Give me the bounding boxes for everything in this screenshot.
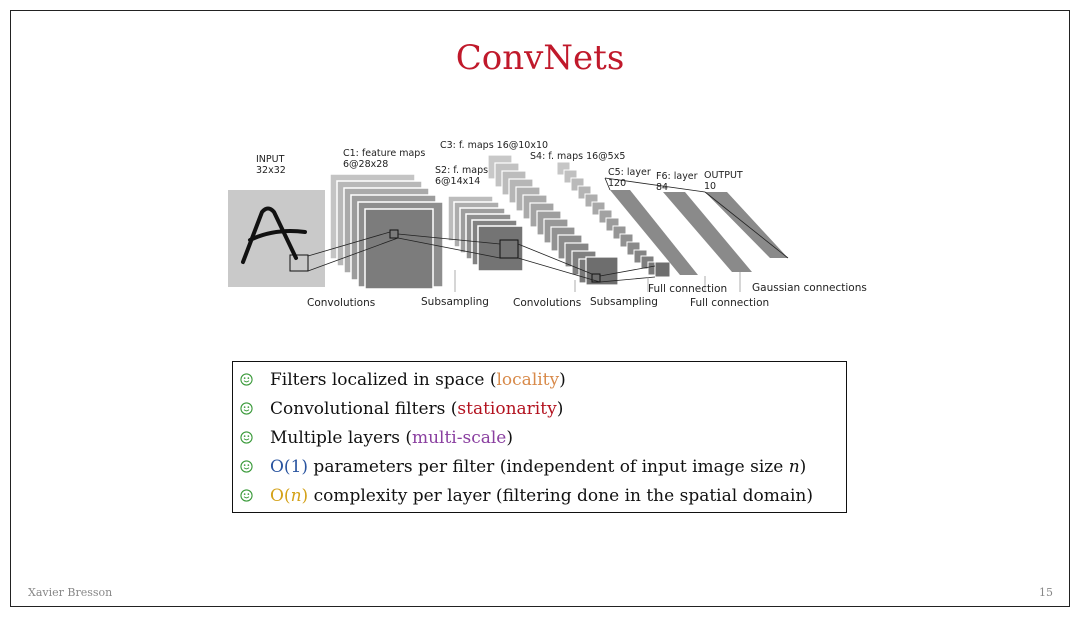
input-size-label: 32x32 xyxy=(256,165,286,176)
s2-size-label: 6@14x14 xyxy=(435,176,481,187)
full-connection-label-2: Full connection xyxy=(690,297,770,309)
gaussian-connections-label: Gaussian connections xyxy=(752,282,867,294)
slide-title: ConvNets xyxy=(455,38,625,78)
variable-n: n xyxy=(788,457,800,477)
output-size-label: 10 xyxy=(704,181,717,192)
stationarity-term: stationarity xyxy=(457,399,557,419)
f6-size-label: 84 xyxy=(656,182,669,193)
s2-label: S2: f. maps xyxy=(435,165,489,176)
smiley-icon xyxy=(240,489,253,502)
bullet-text: parameters per filter (independent of input image size xyxy=(308,457,789,477)
bullet-box: Filters localized in space (locality) Convolutional filters (stationarity) Multiple layers (multi-scale) O(1) parameters per filter (independent of input image size n) O(n) complexity per layer (filtering done in the spatial domain) xyxy=(232,361,847,513)
o1-term: O(1) xyxy=(270,457,309,477)
author-name: Xavier Bresson xyxy=(28,586,113,599)
c1-feature-map xyxy=(365,209,433,289)
output-label: OUTPUT xyxy=(704,170,743,181)
subsampling-label-2: Subsampling xyxy=(590,296,658,308)
on-term: O(n) xyxy=(270,486,309,506)
smiley-icon xyxy=(240,431,253,444)
bullet-text: complexity per layer (filtering done in the spatial domain) xyxy=(308,486,813,506)
page-number: 15 xyxy=(1039,586,1053,599)
c1-label: C1: feature maps xyxy=(343,148,426,159)
f6-label: F6: layer xyxy=(656,171,698,182)
smiley-icon xyxy=(240,373,253,386)
input-label: INPUT xyxy=(256,154,285,165)
full-connection-label-1: Full connection xyxy=(648,283,728,295)
c1-size-label: 6@28x28 xyxy=(343,159,389,170)
locality-term: locality xyxy=(496,370,560,390)
s4-label: S4: f. maps 16@5x5 xyxy=(530,151,626,162)
subsampling-label-1: Subsampling xyxy=(421,296,489,308)
bullet-text: Multiple layers ( xyxy=(270,428,412,448)
bullet-text: Filters localized in space ( xyxy=(270,370,497,390)
input-image xyxy=(228,190,325,287)
smiley-icon xyxy=(240,402,253,415)
c5-label: C5: layer xyxy=(608,167,651,178)
multiscale-term: multi-scale xyxy=(411,428,507,448)
convolutions-label-2: Convolutions xyxy=(513,297,582,309)
c3-label: C3: f. maps 16@10x10 xyxy=(440,140,549,151)
bullet-text: Convolutional filters ( xyxy=(270,399,458,419)
smiley-icon xyxy=(240,460,253,473)
convolutions-label-1: Convolutions xyxy=(307,297,376,309)
c5-size-label: 120 xyxy=(608,178,627,189)
